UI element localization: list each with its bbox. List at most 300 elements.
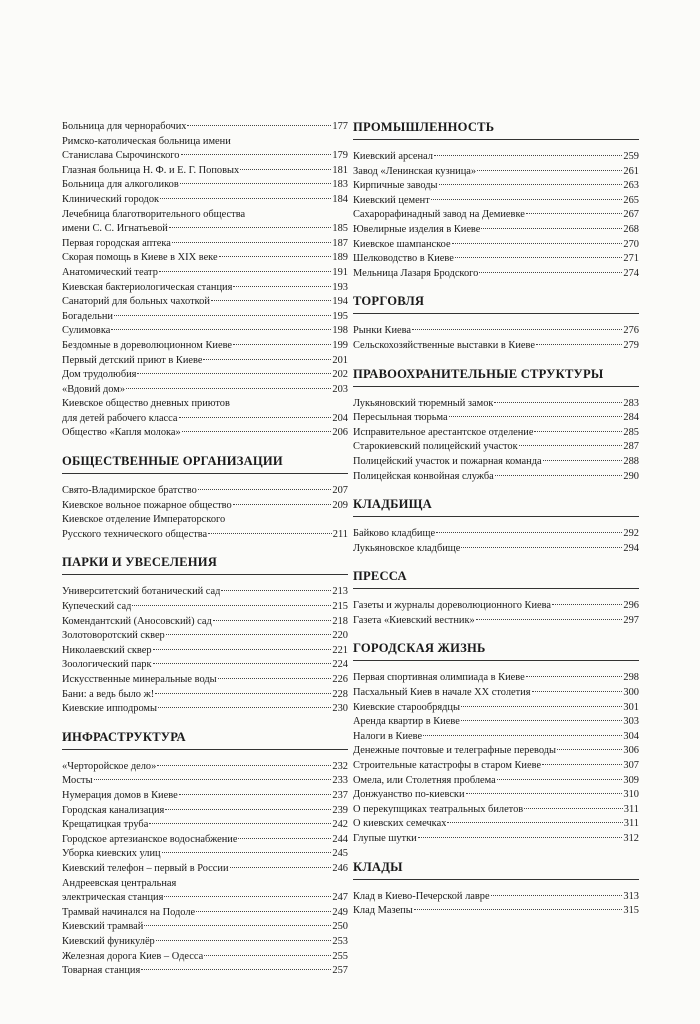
- dot-leader: [218, 678, 332, 679]
- dot-leader: [203, 359, 331, 360]
- toc-entry: [353, 890, 639, 905]
- toc-entry-page-number: 296: [623, 600, 639, 612]
- toc-entry-title: Николаевский сквер: [62, 644, 152, 656]
- toc-entry: [353, 832, 639, 847]
- toc-entry-page-number: 285: [623, 426, 639, 438]
- toc-entry-page-number: 207: [332, 485, 348, 497]
- toc-entry: [353, 426, 639, 441]
- toc-entry: [62, 310, 348, 325]
- toc-entry: [62, 629, 348, 644]
- toc-entry: [353, 324, 639, 339]
- toc-entry-title: Лукьяновское кладбище: [353, 542, 461, 554]
- toc-entry: [353, 267, 639, 282]
- toc-entry-title: Завод «Ленинская кузница»: [353, 165, 477, 177]
- toc-entry: [353, 686, 639, 701]
- toc-entry-page-number: 184: [332, 193, 348, 205]
- toc-entry-page-number: 304: [623, 730, 639, 742]
- toc-entry: [353, 150, 639, 165]
- toc-entry: [62, 702, 348, 717]
- toc-entry-page-number: 301: [623, 701, 639, 713]
- toc-entry-page-number: 239: [332, 804, 348, 816]
- toc-entry-title: Шелководство в Киеве: [353, 253, 454, 265]
- dot-leader: [543, 460, 623, 461]
- dot-leader: [198, 489, 332, 490]
- toc-entry-page-number: 270: [623, 238, 639, 250]
- toc-entry-title: Клад Мазепы: [353, 905, 413, 917]
- toc-entry-page-number: 271: [623, 253, 639, 265]
- dot-leader: [431, 199, 623, 200]
- toc-entry-page-number: 204: [332, 412, 348, 424]
- dot-leader: [412, 329, 622, 330]
- toc-entry: [353, 744, 639, 759]
- toc-entry: [62, 774, 348, 789]
- dot-leader: [461, 720, 623, 721]
- toc-entry: [353, 542, 639, 557]
- dot-leader: [230, 867, 332, 868]
- toc-entry-title: Киевский фуникулёр: [62, 935, 155, 947]
- dot-leader: [114, 315, 331, 316]
- dot-leader: [196, 911, 331, 912]
- dot-leader: [534, 431, 622, 432]
- toc-entry-title: Анатомический театр: [62, 266, 158, 278]
- toc-entry-title: для детей рабочего класса: [62, 412, 178, 424]
- toc-section: [353, 641, 639, 846]
- toc-entry-page-number: 191: [332, 266, 348, 278]
- toc-entry: [353, 803, 639, 818]
- toc-entry-title: Кирпичные заводы: [353, 180, 438, 192]
- toc-entry-page-number: 297: [623, 614, 639, 626]
- toc-entry-page-number: 187: [332, 237, 348, 249]
- toc-entry-page-number: 177: [332, 121, 348, 132]
- toc-entry-page-number: 253: [332, 935, 348, 947]
- dot-leader: [240, 169, 331, 170]
- toc-entry: [353, 238, 639, 253]
- toc-entry-page-number: 284: [623, 412, 639, 424]
- toc-entry: [353, 179, 639, 194]
- toc-entry-page-number: 209: [332, 499, 348, 511]
- toc-entry-page-number: 274: [623, 267, 639, 279]
- toc-entry: [62, 644, 348, 659]
- dot-leader: [132, 605, 331, 606]
- toc-entry: [62, 688, 348, 703]
- dot-leader: [169, 227, 332, 228]
- toc-entry-page-number: 300: [623, 687, 639, 699]
- dot-leader: [211, 300, 331, 301]
- toc-entry-page-number: 230: [332, 703, 348, 715]
- toc-entry-page-number: 202: [332, 369, 348, 381]
- toc-entry: [62, 383, 348, 398]
- toc-entry-title: Киевский трамвай: [62, 921, 144, 933]
- dot-leader: [208, 533, 332, 534]
- toc-entry-title: О киевских семечках: [353, 818, 447, 830]
- toc-entry-title: Свято-Владимирское братство: [62, 485, 197, 497]
- toc-entry: [62, 178, 348, 193]
- toc-entry-title: Старокиевский полицейский участок: [353, 441, 518, 453]
- toc-entry-title: Газета «Киевский вестник»: [353, 614, 475, 626]
- toc-entry: [353, 701, 639, 716]
- toc-entry: [353, 455, 639, 470]
- dot-leader: [552, 604, 622, 605]
- dot-leader: [165, 809, 331, 810]
- toc-entry-title: Аренда квартир в Киеве: [353, 716, 460, 728]
- toc-entry-title: Русского технического общества: [62, 528, 208, 540]
- toc-entry-title: Полицейская конвойная служба: [353, 470, 494, 482]
- toc-entry-page-number: 218: [332, 615, 348, 627]
- toc-entry: [353, 671, 639, 686]
- toc-entry-page-number: 226: [332, 674, 348, 685]
- toc-entry: [62, 862, 348, 877]
- toc-entry-title: Сулимовка: [62, 325, 111, 337]
- toc-entry-title: Первая городская аптека: [62, 237, 171, 249]
- toc-entry-title: Газеты и журналы дореволюционного Киева: [353, 600, 551, 612]
- toc-entry: [62, 847, 348, 862]
- toc-entry: [353, 788, 639, 803]
- toc-entry-page-number: 244: [332, 833, 348, 845]
- toc-entry: [62, 266, 348, 281]
- toc-entry-title: Товарная станция: [62, 965, 141, 977]
- dot-leader: [141, 969, 331, 970]
- dot-leader: [166, 634, 332, 635]
- toc-entry-title: Первая спортивная олимпиада в Киеве: [353, 672, 525, 684]
- toc-entry-page-number: 261: [623, 165, 639, 177]
- toc-entry: [353, 614, 639, 629]
- dot-leader: [477, 170, 622, 171]
- toc-entry-title: Бездомные в дореволюционном Киеве: [62, 339, 233, 351]
- dot-leader: [94, 779, 332, 780]
- section-heading: ПАРКИ И УВЕСЕЛЕНИЯ: [62, 555, 348, 575]
- toc-entry-title-line: Римско-католическая больница имени: [62, 135, 231, 147]
- toc-entry-title: Строительные катастрофы в старом Киеве: [353, 760, 542, 772]
- toc-entry-page-number: 211: [332, 528, 348, 540]
- toc-entry: [62, 324, 348, 339]
- toc-entry: [353, 165, 639, 180]
- toc-entry-title: Киевский телефон – первый в России: [62, 862, 229, 874]
- toc-entry-page-number: 267: [623, 209, 639, 221]
- dot-leader: [156, 940, 332, 941]
- toc-entry: [62, 789, 348, 804]
- toc-entry-title: Купеческий сад: [62, 601, 132, 613]
- dot-leader: [233, 286, 331, 287]
- toc-entry: [353, 252, 639, 267]
- toc-section: [62, 555, 348, 716]
- toc-entry-title: Киевские ипподромы: [62, 703, 157, 715]
- toc-entry-title: имени С. С. Игнатьевой: [62, 223, 168, 235]
- toc-entry-page-number: 237: [332, 789, 348, 801]
- toc-entry-title-line: Киевское общество дневных приютов: [62, 398, 230, 410]
- dot-leader: [447, 822, 622, 823]
- dot-leader: [461, 706, 622, 707]
- toc-entry: [353, 194, 639, 209]
- toc-entry-title: Мельница Лазаря Бродского: [353, 267, 479, 279]
- toc-entry-page-number: 257: [332, 965, 348, 977]
- section-heading: ПРОМЫШЛЕННОСТЬ: [353, 120, 639, 140]
- toc-entry-title: Городское артезианское водоснабжение: [62, 833, 238, 845]
- toc-entry-page-number: 220: [332, 630, 348, 642]
- dot-leader: [179, 417, 332, 418]
- dot-leader: [221, 590, 331, 591]
- toc-entry-page-number: 179: [332, 150, 348, 162]
- section-heading: ОБЩЕСТВЕННЫЕ ОРГАНИЗАЦИИ: [62, 454, 348, 474]
- toc-entry-title: Клад в Киево-Печерской лавре: [353, 890, 490, 902]
- toc-entry-page-number: 183: [332, 179, 348, 191]
- toc-entry: [353, 411, 639, 426]
- toc-entry-page-number: 215: [332, 601, 348, 613]
- toc-entry-page-number: 294: [623, 542, 639, 554]
- toc-entry-title: Дом трудолюбия: [62, 369, 137, 381]
- toc-entry-page-number: 245: [332, 848, 348, 860]
- dot-leader: [524, 808, 623, 809]
- toc-entry-page-number: 255: [332, 950, 348, 962]
- dot-leader: [158, 707, 331, 708]
- toc-entry-page-number: 224: [332, 659, 348, 671]
- dot-leader: [418, 837, 623, 838]
- dot-leader: [155, 693, 331, 694]
- toc-entry: [62, 920, 348, 935]
- toc-entry: [62, 193, 348, 208]
- toc-left-column: [62, 120, 348, 979]
- toc-entry-page-number: 203: [332, 383, 348, 395]
- toc-entry-page-number: 306: [623, 745, 639, 757]
- toc-entry: [353, 470, 639, 485]
- toc-entry-page-number: 263: [623, 180, 639, 192]
- toc-entry-title: «Черторойское дело»: [62, 760, 157, 772]
- dot-leader: [557, 749, 622, 750]
- toc-entry-page-number: 315: [623, 905, 639, 917]
- toc-entry: [62, 499, 348, 514]
- toc-entry-page-number: 181: [332, 164, 348, 176]
- toc-entry-page-number: 193: [332, 281, 348, 293]
- dot-leader: [491, 895, 623, 896]
- toc-entry-page-number: 313: [623, 890, 639, 902]
- toc-entry-page-number: 247: [332, 892, 348, 904]
- dot-leader: [466, 793, 623, 794]
- toc-entry: [62, 251, 348, 266]
- toc-entry: [62, 950, 348, 965]
- toc-entry-page-number: 246: [332, 862, 348, 874]
- toc-entry: [62, 935, 348, 950]
- toc-entry: [353, 759, 639, 774]
- toc-section: [353, 497, 639, 556]
- toc-entry: [353, 223, 639, 238]
- toc-entry: [62, 600, 348, 615]
- toc-entry: [62, 585, 348, 600]
- dot-leader: [519, 445, 623, 446]
- toc-entry-page-number: 221: [332, 644, 348, 656]
- toc-section: [62, 454, 348, 542]
- dot-leader: [461, 547, 622, 548]
- toc-entry-page-number: 312: [623, 833, 639, 844]
- toc-section: [62, 120, 348, 441]
- dot-leader: [137, 373, 331, 374]
- toc-entry-page-number: 233: [332, 775, 348, 787]
- toc-entry-title: Сельскохозяйственные выставки в Киеве: [353, 339, 535, 351]
- dot-leader: [233, 504, 332, 505]
- toc-entry-title: Комендантский (Аносовский) сад: [62, 615, 212, 627]
- toc-entry: [353, 904, 639, 919]
- toc-entry: [353, 339, 639, 354]
- toc-entry: [62, 426, 348, 441]
- section-heading: ТОРГОВЛЯ: [353, 294, 639, 314]
- toc-entry: [353, 397, 639, 412]
- dot-leader: [452, 243, 623, 244]
- toc-entry-title: Денежные почтовые и телеграфные переводы: [353, 745, 556, 757]
- toc-entry: [62, 484, 348, 499]
- dot-leader: [526, 213, 623, 214]
- toc-entry-title-line: Андреевская центральная: [62, 877, 177, 889]
- toc-entry-title: Сахарорафинадный завод на Демиевке: [353, 209, 525, 221]
- dot-leader: [526, 676, 623, 677]
- toc-entry: [62, 760, 348, 775]
- toc-entry-title: Донжуанство по-киевски: [353, 789, 465, 801]
- dot-leader: [160, 198, 331, 199]
- toc-entry-title: Киевская бактериологическая станция: [62, 281, 233, 293]
- dot-leader: [149, 823, 331, 824]
- toc-entry-page-number: 279: [623, 339, 639, 351]
- toc-entry-title: Бани: а ведь было ж!: [62, 688, 155, 700]
- dot-leader: [187, 125, 331, 126]
- toc-entry-title: электрическая станция: [62, 892, 164, 904]
- toc-entry-title: Санаторий для больных чахоткой: [62, 296, 210, 308]
- toc-entry-page-number: 283: [623, 397, 639, 409]
- toc-entry: [62, 615, 348, 630]
- toc-entry: [62, 891, 348, 906]
- toc-entry: [62, 222, 348, 237]
- dot-leader: [181, 154, 332, 155]
- toc-entry-page-number: 287: [623, 441, 639, 453]
- dot-leader: [414, 909, 623, 910]
- toc-entry-title: Больница для чернорабочих: [62, 121, 187, 132]
- dot-leader: [157, 765, 331, 766]
- dot-leader: [219, 256, 332, 257]
- toc-entry-page-number: 310: [623, 789, 639, 801]
- dot-leader: [481, 228, 622, 229]
- toc-entry-title: Киевские старообрядцы: [353, 701, 460, 713]
- toc-entry-title: Университетский ботанический сад: [62, 586, 221, 598]
- toc-entry: [62, 368, 348, 383]
- dot-leader: [233, 344, 331, 345]
- toc-section: [353, 569, 639, 628]
- dot-leader: [439, 184, 623, 185]
- toc-entry-page-number: 307: [623, 760, 639, 772]
- toc-entry-title: Лукьяновский тюремный замок: [353, 397, 494, 409]
- toc-entry-title: Первый детский приют в Киеве: [62, 354, 203, 366]
- toc-entry-title: Крещатицкая труба: [62, 819, 149, 831]
- toc-entry: [353, 599, 639, 614]
- toc-entry-page-number: 288: [623, 455, 639, 467]
- toc-entry-page-number: 185: [332, 223, 348, 235]
- section-heading: ГОРОДСКАЯ ЖИЗНЬ: [353, 641, 639, 661]
- toc-entry: [62, 120, 348, 135]
- toc-entry-title: Омела, или Столетняя проблема: [353, 774, 496, 786]
- toc-entry-page-number: 194: [332, 296, 348, 308]
- dot-leader: [153, 649, 332, 650]
- toc-entry-page-number: 242: [332, 819, 348, 831]
- toc-entry-title: Ювелирные изделия в Киеве: [353, 223, 481, 235]
- toc-entry-title: «Вдовий дом»: [62, 383, 126, 395]
- dot-leader: [164, 896, 331, 897]
- toc-entry-title: Киевский цемент: [353, 194, 430, 206]
- toc-entry-title: Железная дорога Киев – Одесса: [62, 950, 204, 962]
- toc-entry: [353, 208, 639, 223]
- toc-entry-title: Киевский арсенал: [353, 151, 433, 162]
- toc-entry-title: Налоги в Киеве: [353, 730, 423, 742]
- section-heading: ПРАВООХРАНИТЕЛЬНЫЕ СТРУКТУРЫ: [353, 367, 639, 387]
- toc-entry: [62, 164, 348, 179]
- toc-entry-title: Полицейский участок и пожарная команда: [353, 455, 542, 467]
- toc-section: [353, 860, 639, 919]
- toc-entry: [62, 528, 348, 543]
- toc-entry: [62, 906, 348, 921]
- toc-entry-title: Трамвай начинался на Подоле: [62, 906, 196, 918]
- toc-entry: [353, 527, 639, 542]
- section-heading: КЛАДБИЩА: [353, 497, 639, 517]
- toc-entry-page-number: 298: [623, 672, 639, 684]
- toc-entry: [62, 804, 348, 819]
- toc-entry-page-number: 232: [332, 760, 348, 772]
- toc-entry-title: Мосты: [62, 775, 93, 787]
- toc-entry-page-number: 199: [332, 339, 348, 351]
- toc-entry-title: Киевское вольное пожарное общество: [62, 499, 232, 511]
- toc-section: [353, 294, 639, 353]
- toc-entry: [62, 658, 348, 673]
- toc-entry-title: Общество «Капля молока»: [62, 427, 181, 439]
- toc-entry-title-line: Лечебница благотворительного общества: [62, 208, 246, 220]
- toc-entry-title: Уборка киевских улиц: [62, 848, 161, 860]
- dot-leader: [162, 852, 332, 853]
- dot-leader: [238, 838, 331, 839]
- toc-entry-title: Исправительное арестантское отделение: [353, 426, 534, 438]
- toc-entry-page-number: 250: [332, 921, 348, 933]
- toc-entry-title: Глазная больница Н. Ф. и Е. Г. Поповых: [62, 164, 240, 176]
- dot-leader: [536, 344, 622, 345]
- dot-leader: [111, 329, 331, 330]
- section-heading: ИНФРАСТРУКТУРА: [62, 730, 348, 750]
- toc-entry: [353, 715, 639, 730]
- toc-entry-title: О перекупщиках театральных билетов: [353, 803, 524, 815]
- toc-entry: [353, 774, 639, 789]
- dot-leader: [180, 183, 332, 184]
- toc-entry-page-number: 228: [332, 688, 348, 700]
- dot-leader: [213, 620, 332, 621]
- toc-section: [62, 730, 348, 979]
- dot-leader: [436, 532, 622, 533]
- toc-entry-page-number: 249: [332, 906, 348, 918]
- toc-entry-page-number: 195: [332, 310, 348, 322]
- toc-entry-title: Байково кладбище: [353, 528, 436, 540]
- toc-entry-page-number: 309: [623, 774, 639, 786]
- toc-entry-title: Клинический городок: [62, 193, 160, 205]
- dot-leader: [542, 764, 622, 765]
- toc-entry-page-number: 303: [623, 716, 639, 728]
- toc-entry-page-number: 265: [623, 194, 639, 206]
- toc-entry-title: Киевское шампанское: [353, 238, 451, 250]
- dot-leader: [494, 402, 622, 403]
- dot-leader: [182, 431, 332, 432]
- toc-entry-page-number: 311: [623, 818, 639, 830]
- toc-entry-title: Золотоворотский сквер: [62, 630, 165, 642]
- toc-entry: [62, 818, 348, 833]
- toc-entry-title: Зоологический парк: [62, 659, 152, 671]
- toc-entry-title: Нумерация домов в Киеве: [62, 789, 178, 801]
- dot-leader: [449, 416, 623, 417]
- toc-entry: [62, 673, 348, 688]
- dot-leader: [126, 388, 331, 389]
- dot-leader: [159, 271, 332, 272]
- toc-entry-page-number: 198: [332, 325, 348, 337]
- toc-entry-page-number: 213: [332, 586, 348, 598]
- toc-entry: [62, 354, 348, 369]
- toc-entry-page-number: 201: [332, 354, 348, 366]
